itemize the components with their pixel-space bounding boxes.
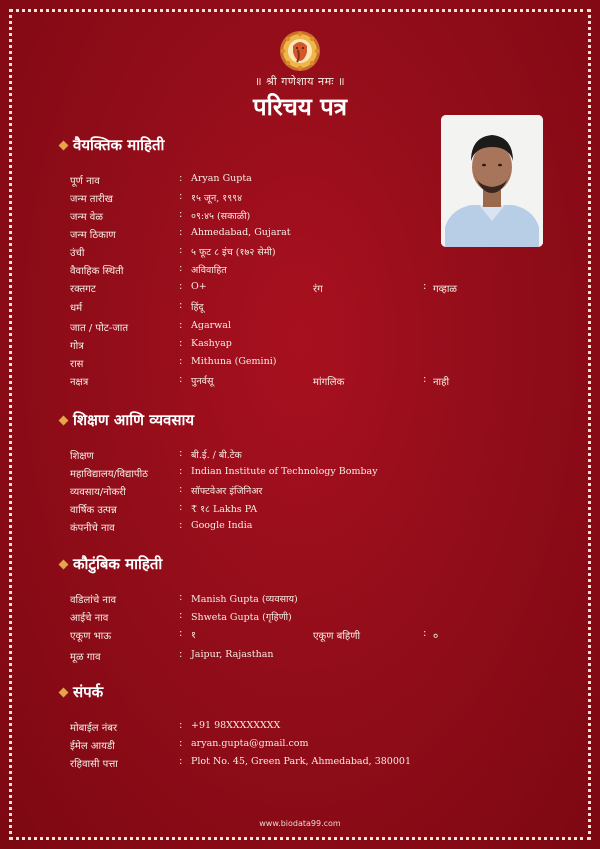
colon: : bbox=[179, 720, 183, 731]
field-label: नक्षत्र bbox=[70, 377, 89, 388]
row-full-name bbox=[70, 173, 590, 191]
row-rashi bbox=[70, 356, 590, 374]
field-value: १५ जून, १९९४ bbox=[191, 193, 243, 204]
row-marital-status bbox=[70, 263, 590, 281]
diamond-bullet-icon bbox=[59, 559, 69, 569]
field-value: Ahmedabad, Gujarat bbox=[191, 227, 291, 238]
section-heading-contact bbox=[60, 682, 103, 702]
field-value: ०९:४५ (सकाळी) bbox=[191, 211, 251, 222]
field-label: उंची bbox=[70, 248, 85, 259]
diamond-bullet-icon bbox=[59, 415, 69, 425]
row-siblings bbox=[70, 628, 590, 646]
section-heading-family bbox=[60, 554, 162, 574]
colon: : bbox=[179, 320, 183, 331]
row-email bbox=[70, 738, 590, 756]
field-value: aryan.gupta@gmail.com bbox=[191, 738, 309, 749]
colon: : bbox=[179, 356, 183, 367]
row-birth-place bbox=[70, 227, 590, 245]
row-education bbox=[70, 448, 590, 466]
colon: : bbox=[423, 374, 427, 385]
field-label: महाविद्यालय/विद्यापीठ bbox=[70, 469, 148, 480]
colon: : bbox=[179, 300, 183, 311]
colon: : bbox=[179, 738, 183, 749]
field-label: धर्म bbox=[70, 303, 83, 314]
field-value: Kashyap bbox=[191, 338, 232, 349]
row-mobile bbox=[70, 720, 590, 738]
field-value: पुनर्वसू bbox=[191, 376, 214, 387]
field-label: मोबाईल नंबर bbox=[70, 723, 118, 734]
field-label: वडिलांचे नाव bbox=[70, 595, 117, 606]
colon: : bbox=[423, 628, 427, 639]
field-label: शिक्षण bbox=[70, 451, 94, 462]
row-occupation bbox=[70, 484, 590, 502]
colon: : bbox=[179, 502, 183, 513]
field-label: रास bbox=[70, 359, 84, 370]
colon: : bbox=[179, 484, 183, 495]
row-native-place bbox=[70, 649, 590, 667]
colon: : bbox=[179, 245, 183, 256]
row-religion bbox=[70, 300, 590, 318]
row-father-name bbox=[70, 592, 590, 610]
diamond-bullet-icon bbox=[59, 140, 69, 150]
section-title: शिक्षण आणि व्यवसाय bbox=[73, 411, 195, 429]
field-label: जन्म ठिकाण bbox=[70, 230, 116, 241]
field-value-secondary: ० bbox=[433, 631, 439, 642]
field-label: जात / पोट-जात bbox=[70, 323, 129, 334]
section-title: वैयक्तिक माहिती bbox=[73, 136, 165, 154]
field-label: गोत्र bbox=[70, 341, 84, 352]
field-value: Aryan Gupta bbox=[191, 173, 252, 184]
field-label: पूर्ण नाव bbox=[70, 176, 100, 187]
field-value: सॉफ्टवेअर इंजिनिअर bbox=[191, 486, 263, 497]
colon: : bbox=[179, 628, 183, 639]
field-label: जन्म तारीख bbox=[70, 194, 113, 205]
section-title: कौटुंबिक माहिती bbox=[73, 555, 163, 573]
field-label: एकूण भाऊ bbox=[70, 631, 112, 642]
section-heading-education bbox=[60, 410, 194, 430]
page-title: परिचय पत्र bbox=[252, 93, 348, 121]
ganesha-emblem-icon bbox=[279, 30, 321, 72]
field-label: व्यवसाय/नोकरी bbox=[70, 487, 126, 498]
section-title: संपर्क bbox=[73, 683, 104, 701]
colon: : bbox=[179, 173, 183, 184]
field-value: Jaipur, Rajasthan bbox=[191, 649, 274, 660]
row-blood-group bbox=[70, 281, 590, 299]
field-value: Google India bbox=[191, 520, 253, 531]
row-address bbox=[70, 756, 590, 774]
row-mother-name bbox=[70, 610, 590, 628]
field-label-secondary: एकूण बहिणी bbox=[313, 631, 361, 642]
field-value: ५ फूट ८ इंच (१७२ सेमी) bbox=[191, 247, 276, 258]
field-label-secondary: मांगलिक bbox=[313, 377, 345, 388]
field-value: Indian Institute of Technology Bombay bbox=[191, 466, 378, 477]
colon: : bbox=[179, 374, 183, 385]
row-gotra bbox=[70, 338, 590, 356]
row-height bbox=[70, 245, 590, 263]
row-company bbox=[70, 520, 590, 538]
colon: : bbox=[179, 466, 183, 477]
field-value: +91 98XXXXXXXX bbox=[191, 720, 281, 731]
field-label: जन्म वेळ bbox=[70, 212, 103, 223]
colon: : bbox=[179, 756, 183, 767]
colon: : bbox=[179, 281, 183, 292]
field-value: Shweta Gupta (गृहिणी) bbox=[191, 612, 292, 623]
row-nakshatra bbox=[70, 374, 590, 392]
mantra-text: ॥ श्री गणेशाय नमः ॥ bbox=[254, 75, 346, 88]
field-value: बी.ई. / बी.टेक bbox=[191, 450, 242, 461]
row-birth-time bbox=[70, 209, 590, 227]
section-heading-personal bbox=[60, 135, 164, 155]
field-value-secondary: नाही bbox=[433, 377, 450, 388]
colon: : bbox=[179, 191, 183, 202]
row-birth-date bbox=[70, 191, 590, 209]
footer-website: www.biodata99.com bbox=[259, 819, 341, 828]
field-value: O+ bbox=[191, 281, 207, 292]
field-value: १ bbox=[191, 630, 196, 641]
colon: : bbox=[179, 338, 183, 349]
colon: : bbox=[179, 649, 183, 660]
row-caste bbox=[70, 320, 590, 338]
field-value: Plot No. 45, Green Park, Ahmedabad, 380001 bbox=[191, 756, 411, 767]
field-value: हिंदू bbox=[191, 302, 204, 313]
field-value: अविवाहित bbox=[191, 265, 227, 276]
field-label: मूळ गाव bbox=[70, 652, 101, 663]
field-value: Agarwal bbox=[191, 320, 231, 331]
field-label: ईमेल आयडी bbox=[70, 741, 115, 752]
colon: : bbox=[179, 448, 183, 459]
field-label: रक्तगट bbox=[70, 284, 96, 295]
row-annual-income bbox=[70, 502, 590, 520]
colon: : bbox=[179, 520, 183, 531]
field-value: ₹ १८ Lakhs PA bbox=[191, 504, 258, 515]
field-value-secondary: गव्हाळ bbox=[433, 284, 458, 295]
field-value: Manish Gupta (व्यवसाय) bbox=[191, 594, 298, 605]
colon: : bbox=[423, 281, 427, 292]
colon: : bbox=[179, 610, 183, 621]
field-label: आईचे नाव bbox=[70, 613, 109, 624]
colon: : bbox=[179, 263, 183, 274]
field-label: कंपनीचे नाव bbox=[70, 523, 115, 534]
colon: : bbox=[179, 227, 183, 238]
field-label: रहिवासी पत्ता bbox=[70, 759, 118, 770]
field-label: वार्षिक उत्पन्न bbox=[70, 505, 117, 516]
field-label-secondary: रंग bbox=[313, 284, 323, 295]
colon: : bbox=[179, 209, 183, 220]
field-label: वैवाहिक स्थिती bbox=[70, 266, 124, 277]
colon: : bbox=[179, 592, 183, 603]
diamond-bullet-icon bbox=[59, 687, 69, 697]
row-college bbox=[70, 466, 590, 484]
field-value: Mithuna (Gemini) bbox=[191, 356, 277, 367]
